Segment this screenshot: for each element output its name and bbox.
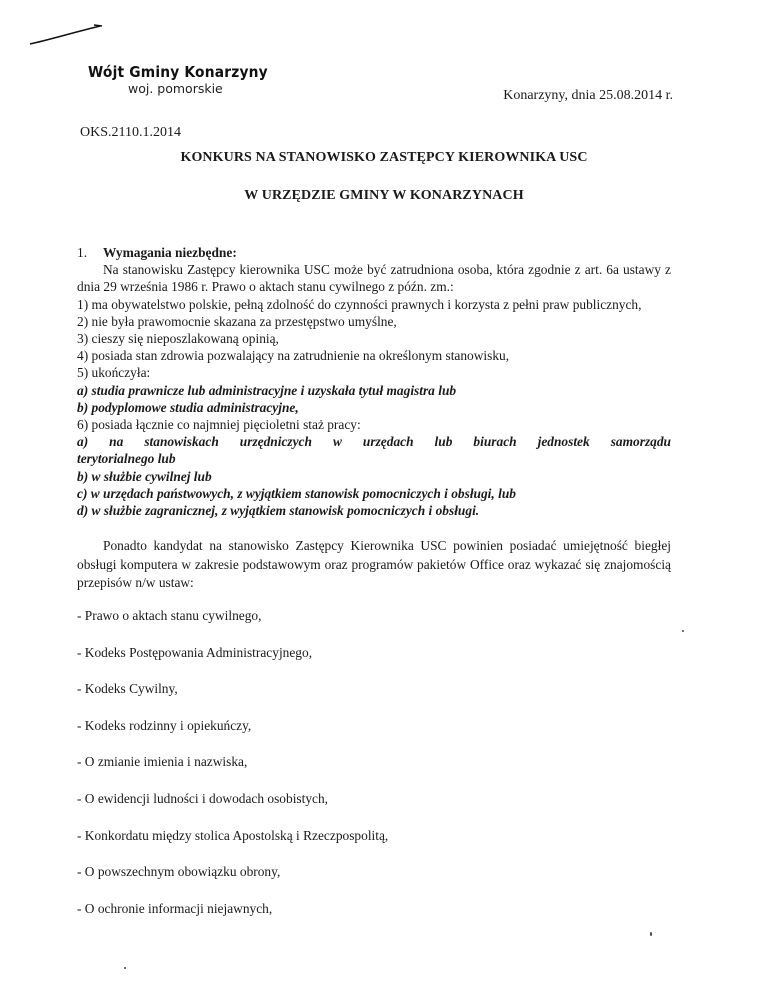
document-title: KONKURS NA STANOWISKO ZASTĘPCY KIEROWNIKA USC [180,150,588,165]
list-item: - O ochronie informacji niejawnych, [77,900,273,916]
list-item: - O powszechnym obowiązku obrony, [77,864,281,880]
requirement-6a-cont: terytorialnego lub [77,451,176,467]
laws-list [77,607,671,917]
requirement-5a: a) studia prawnicze lub administracyjne i uzyskała tytuł magistra lub [77,382,457,398]
requirement-4: 4) posiada stan zdrowia pozwalający na zatrudnienie na określonym stanowisku, [77,348,510,364]
list-item: - Kodeks rodzinny i opiekuńczy, [77,717,252,733]
requirements-intro: Na stanowisku Zastępcy kierownika USC może być zatrudniona osoba, która zgodnie z art. 6a ustawy z dnia 29 września 1986 r. Prawo o aktach stanu cywilnego z późn. zm.: [77,262,671,295]
stamp-subtitle: woj. pomorskie [128,81,223,96]
requirement-5b: b) podyplomowe studia administracyjne, [77,399,299,415]
reference-number: OKS.2110.1.2014 [80,125,181,140]
scan-speck [650,932,652,936]
document-body [77,244,671,936]
requirement-3: 3) cieszy się nieposzlakowaną opinią, [77,331,279,347]
list-item: - Konkordatu między stolica Apostolską i Rzeczpospolitą, [77,827,389,843]
list-item: - Kodeks Cywilny, [77,681,178,697]
scan-speck [682,630,684,632]
scan-speck [124,967,126,969]
document-subtitle: W URZĘDZIE GMINY W KONARZYNACH [244,188,524,203]
list-item: - Kodeks Postępowania Administracyjnego, [77,644,313,660]
list-item: - O ewidencji ludności i dowodach osobistych, [77,791,329,806]
requirement-6: 6) posiada łącznie co najmniej pięcioletni staż pracy: [77,417,361,433]
list-item: - O zmianie imienia i nazwiska, [77,754,248,770]
place-date: Konarzyny, dnia 25.08.2014 r. [503,88,673,103]
requirement-6a: a) na stanowiskach urzędniczych w urzędach lub biurach jednostek samorządu [77,434,671,450]
section-title: Wymagania niezbędne: [103,245,237,260]
requirement-6d: d) w służbie zagranicznej, z wyjątkiem stanowisk pomocniczych i obsługi. [77,503,480,519]
signature-stroke [28,22,104,58]
stamp-title: Wójt Gminy Konarzyny [88,63,268,81]
requirement-1: 1) ma obywatelstwo polskie, pełną zdolność do czynności prawnych i korzysta z pełni praw publicznych, [77,296,642,312]
additional-requirements: Ponadto kandydat na stanowisko Zastępcy Kierownika USC powinien posiadać umiejętność biegłej obsługi komputera w zakresie podstawowym oraz programów pakietów Office oraz wykazać się znajomością przepisów n/w ustaw: [77,538,671,591]
requirement-5: 5) ukończyła: [77,365,151,381]
list-item: - Prawo o aktach stanu cywilnego, [77,608,262,624]
requirement-6b: b) w służbie cywilnej lub [77,468,212,484]
section-heading [77,244,671,261]
requirement-6c: c) w urzędach państwowych, z wyjątkiem stanowisk pomocniczych i obsługi, lub [77,485,516,501]
requirement-2: 2) nie była prawomocnie skazana za przestępstwo umyślne, [77,313,397,329]
section-number: 1. [77,245,88,260]
